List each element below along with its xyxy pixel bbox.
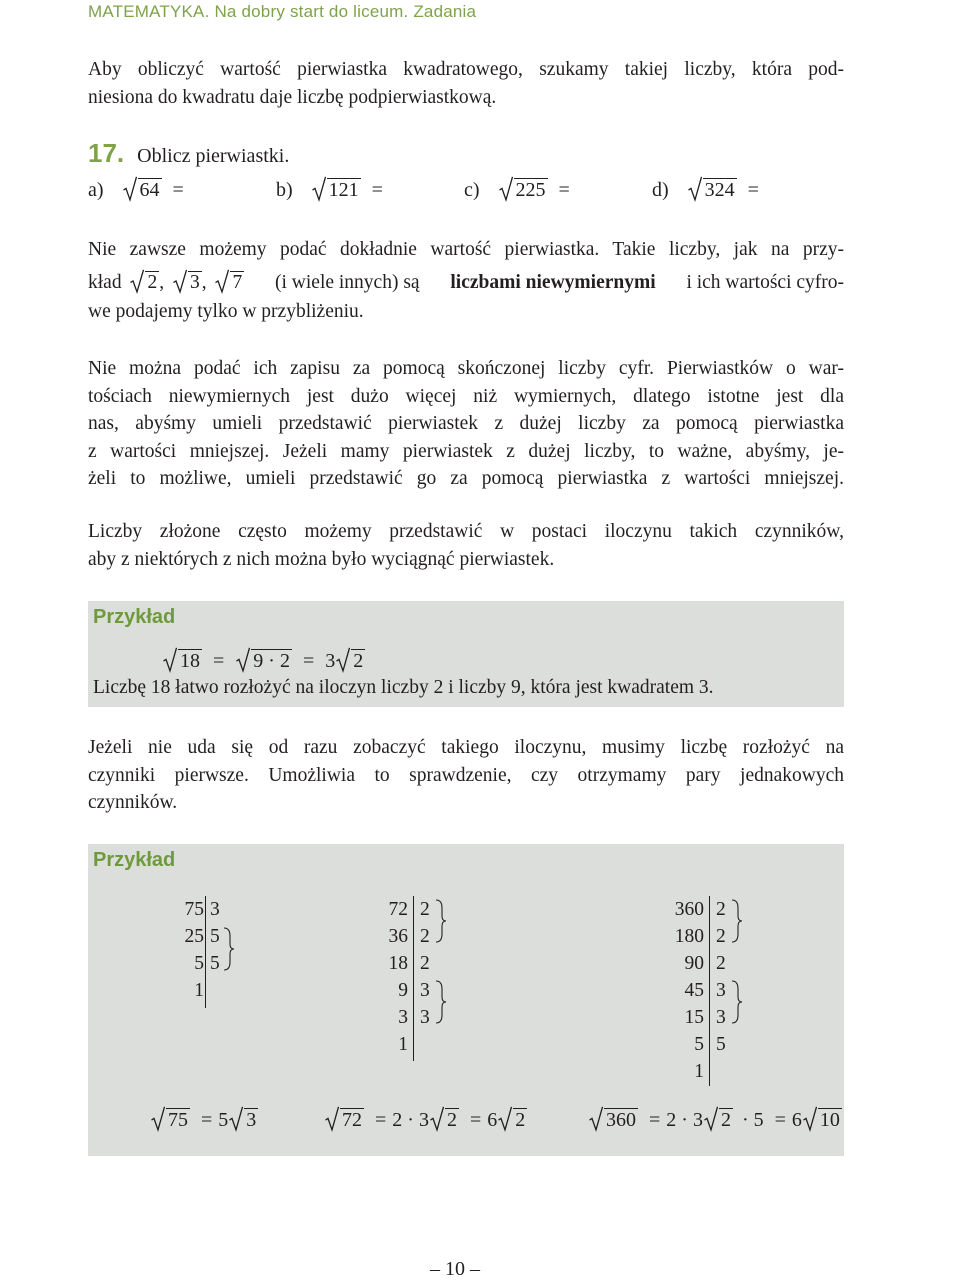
page-number: – 10 – [430, 1258, 480, 1280]
prime-factor: 5 [716, 1034, 726, 1055]
equals-sign: = [371, 179, 383, 201]
radicand: 121 [328, 179, 359, 201]
example-title: Przykład [93, 849, 176, 871]
running-header: MATEMATYKA. Na dobry start do liceum. Zadania [88, 2, 477, 21]
paragraph-2 [88, 355, 844, 493]
product: 2 · 3 [666, 1109, 703, 1131]
factorization-75 [158, 896, 218, 1056]
item-label: b) [276, 179, 293, 201]
sqrt-symbol [312, 178, 361, 200]
exercise-item-d [652, 178, 759, 202]
radicand: 2 [147, 271, 158, 293]
text-line: niesiona do kwadratu daje liczbę podpierwiastkową. [88, 86, 497, 108]
result-72 [324, 1108, 527, 1132]
radicand: 18 [180, 650, 200, 672]
sqrt-symbol [130, 271, 159, 293]
divider-line [413, 896, 414, 1061]
exercise-text: Oblicz pierwiastki. [137, 145, 290, 167]
comma: , [159, 271, 165, 293]
text-line: z wartości mniejszej. Jeżeli mamy pierwiastek z dużej liczby, to ważne, abyśmy, je- [88, 440, 844, 462]
radicand: 2 [515, 1109, 526, 1131]
coefficient: 3 [325, 650, 336, 672]
dividend: 15 [684, 1007, 704, 1028]
bold-term: liczbami niewymiernymi [450, 271, 656, 293]
pair-brace-icon [436, 898, 446, 944]
radicand: 2 [720, 1109, 731, 1131]
pair-brace-icon [224, 926, 234, 972]
result-360 [588, 1108, 842, 1132]
sqrt-symbol [163, 649, 202, 671]
text-line: czynników. [88, 792, 178, 813]
intro-paragraph [88, 56, 844, 111]
coefficient: 6 [487, 1109, 498, 1131]
text-line: tościach niewymiernych jest dużo więcej niż wymiernych, dlatego istotne jest dla [88, 385, 844, 407]
sqrt-symbol [215, 271, 244, 293]
example-equation [162, 649, 365, 673]
text-line: czynniki pierwsze. Umożliwia to sprawdzenie, czy otrzymamy pary jednakowych [88, 764, 844, 786]
dividend: 1 [398, 1034, 408, 1055]
equals-sign: = [649, 1109, 661, 1131]
equals-sign: = [201, 1109, 213, 1131]
sqrt-symbol [236, 649, 292, 671]
equals-sign: = [469, 1109, 482, 1131]
dividend: 90 [684, 953, 704, 974]
dividend: 36 [388, 926, 408, 947]
sqrt-symbol [430, 1108, 459, 1130]
prime-factor: 3 [716, 980, 726, 1001]
pair-brace-icon [732, 979, 742, 1025]
exercise-item-a [88, 178, 184, 202]
exercise-heading [88, 138, 289, 169]
dividend: 45 [684, 980, 704, 1001]
equals-sign: = [172, 179, 184, 201]
sqrt-symbol [123, 178, 162, 200]
item-label: d) [652, 179, 669, 201]
text-line: nas, abyśmy umieli przedstawić pierwiastek z dużej liczby za pomocą pierwiastka [88, 413, 844, 434]
text-fragment: (i wiele innych) są [275, 271, 420, 293]
text-line: Aby obliczyć wartość pierwiastka kwadratowego, szukamy takiej liczby, która pod- [88, 59, 844, 80]
radicand: 225 [515, 179, 546, 201]
equals-sign: = [302, 650, 315, 672]
sqrt-symbol [589, 1108, 638, 1130]
dividend: 360 [674, 899, 704, 920]
text-fragment: i ich wartości cyfro- [686, 271, 844, 293]
prime-factor: 3 [420, 980, 430, 1001]
prime-factor: 2 [716, 953, 726, 974]
coefficient: 6 [791, 1109, 802, 1131]
text-fragment: kład [88, 271, 122, 293]
dividend: 9 [398, 980, 408, 1001]
text-line: Nie zawsze możemy podać dokładnie wartość pierwiastka. Takie liczby, jak na przy- [88, 239, 844, 260]
radicand: 7 [232, 271, 243, 293]
equals-sign: = [774, 1109, 786, 1131]
sqrt-symbol [325, 1108, 364, 1130]
radicand: 3 [189, 271, 200, 293]
sqrt-symbol [151, 1108, 190, 1130]
divider-line [205, 896, 206, 1008]
prime-factor: 3 [420, 1007, 430, 1028]
example-box-2 [88, 844, 844, 1156]
radicand: 360 [606, 1109, 636, 1131]
product: · 5 [741, 1109, 764, 1131]
radicand: 2 [353, 650, 364, 672]
prime-factor: 2 [420, 899, 430, 920]
paragraph-4 [88, 734, 844, 817]
result-75 [150, 1108, 258, 1132]
prime-factor: 2 [716, 899, 726, 920]
pair-brace-icon [732, 898, 742, 944]
text-line [88, 269, 844, 297]
radicand: 2 [446, 1109, 457, 1131]
dividend: 5 [194, 953, 204, 974]
dividend: 1 [694, 1061, 704, 1082]
prime-factor: 5 [210, 926, 220, 947]
text-line: we podajemy tylko w przybliżeniu. [88, 301, 364, 322]
radicand: 9 · 2 [253, 650, 290, 672]
radicand: 64 [139, 179, 160, 201]
example-text: Liczbę 18 łatwo rozłożyć na iloczyn liczby 2 i liczby 9, która jest kwadratem 3. [93, 677, 714, 698]
exercise-item-b [276, 178, 383, 202]
exercise-item-c [464, 178, 570, 202]
product: 2 · 3 [392, 1109, 429, 1131]
irrational-paragraph [88, 236, 844, 326]
divider-line [709, 896, 710, 1086]
text-line: Liczby złożone często możemy przedstawić w postaci iloczynu takich czynników, [88, 521, 844, 542]
sqrt-symbol [688, 178, 737, 200]
radicand: 324 [704, 179, 735, 201]
prime-factor: 2 [716, 926, 726, 947]
dividend: 75 [184, 899, 204, 920]
item-label: c) [464, 179, 480, 201]
paragraph-3 [88, 518, 844, 573]
sqrt-symbol [499, 178, 548, 200]
radicand: 10 [819, 1109, 840, 1131]
sqrt-symbol [803, 1108, 842, 1130]
text-line: żeli to możliwe, umieli przedstawić go za pomocą pierwiastka z wartości mniejszej. [88, 468, 844, 489]
radicand: 3 [246, 1109, 257, 1131]
factorization-72 [380, 896, 460, 1106]
radicand: 75 [168, 1109, 188, 1131]
prime-factor: 3 [716, 1007, 726, 1028]
equals-sign: = [558, 179, 570, 201]
comma: , [201, 271, 207, 293]
prime-factor: 5 [210, 953, 220, 974]
dividend: 3 [398, 1007, 408, 1028]
text-line: Nie można podać ich zapisu za pomocą skończonej liczby cyfr. Pierwiastków o war- [88, 358, 844, 379]
equals-sign: = [213, 650, 225, 672]
dividend: 18 [388, 953, 408, 974]
dividend: 72 [388, 899, 408, 920]
sqrt-symbol [229, 1108, 258, 1130]
text-line: Jeżeli nie uda się od razu zobaczyć takiego iloczynu, musimy liczbę rozłożyć na [88, 737, 844, 758]
equals-sign: = [747, 179, 759, 201]
prime-factor: 3 [210, 899, 220, 920]
sqrt-symbol [498, 1108, 527, 1130]
dividend: 5 [694, 1034, 704, 1055]
pair-brace-icon [436, 979, 446, 1025]
prime-factor: 2 [420, 953, 430, 974]
example-box-1 [88, 601, 844, 707]
coefficient: 5 [218, 1109, 229, 1131]
dividend: 1 [194, 980, 204, 1001]
equals-sign: = [375, 1109, 387, 1131]
sqrt-symbol [336, 649, 365, 671]
text-fragment [88, 269, 244, 297]
exercise-number: 17. [88, 138, 125, 168]
dividend: 25 [184, 926, 204, 947]
radicand: 72 [342, 1109, 362, 1131]
item-label: a) [88, 179, 104, 201]
prime-factor: 2 [420, 926, 430, 947]
dividend: 180 [674, 926, 704, 947]
text-line: aby z niektórych z nich można było wyciągnąć pierwiastek. [88, 548, 555, 570]
example-title: Przykład [93, 606, 176, 628]
factorization-360 [648, 896, 748, 1126]
sqrt-symbol [173, 271, 202, 293]
sqrt-symbol [704, 1108, 733, 1130]
